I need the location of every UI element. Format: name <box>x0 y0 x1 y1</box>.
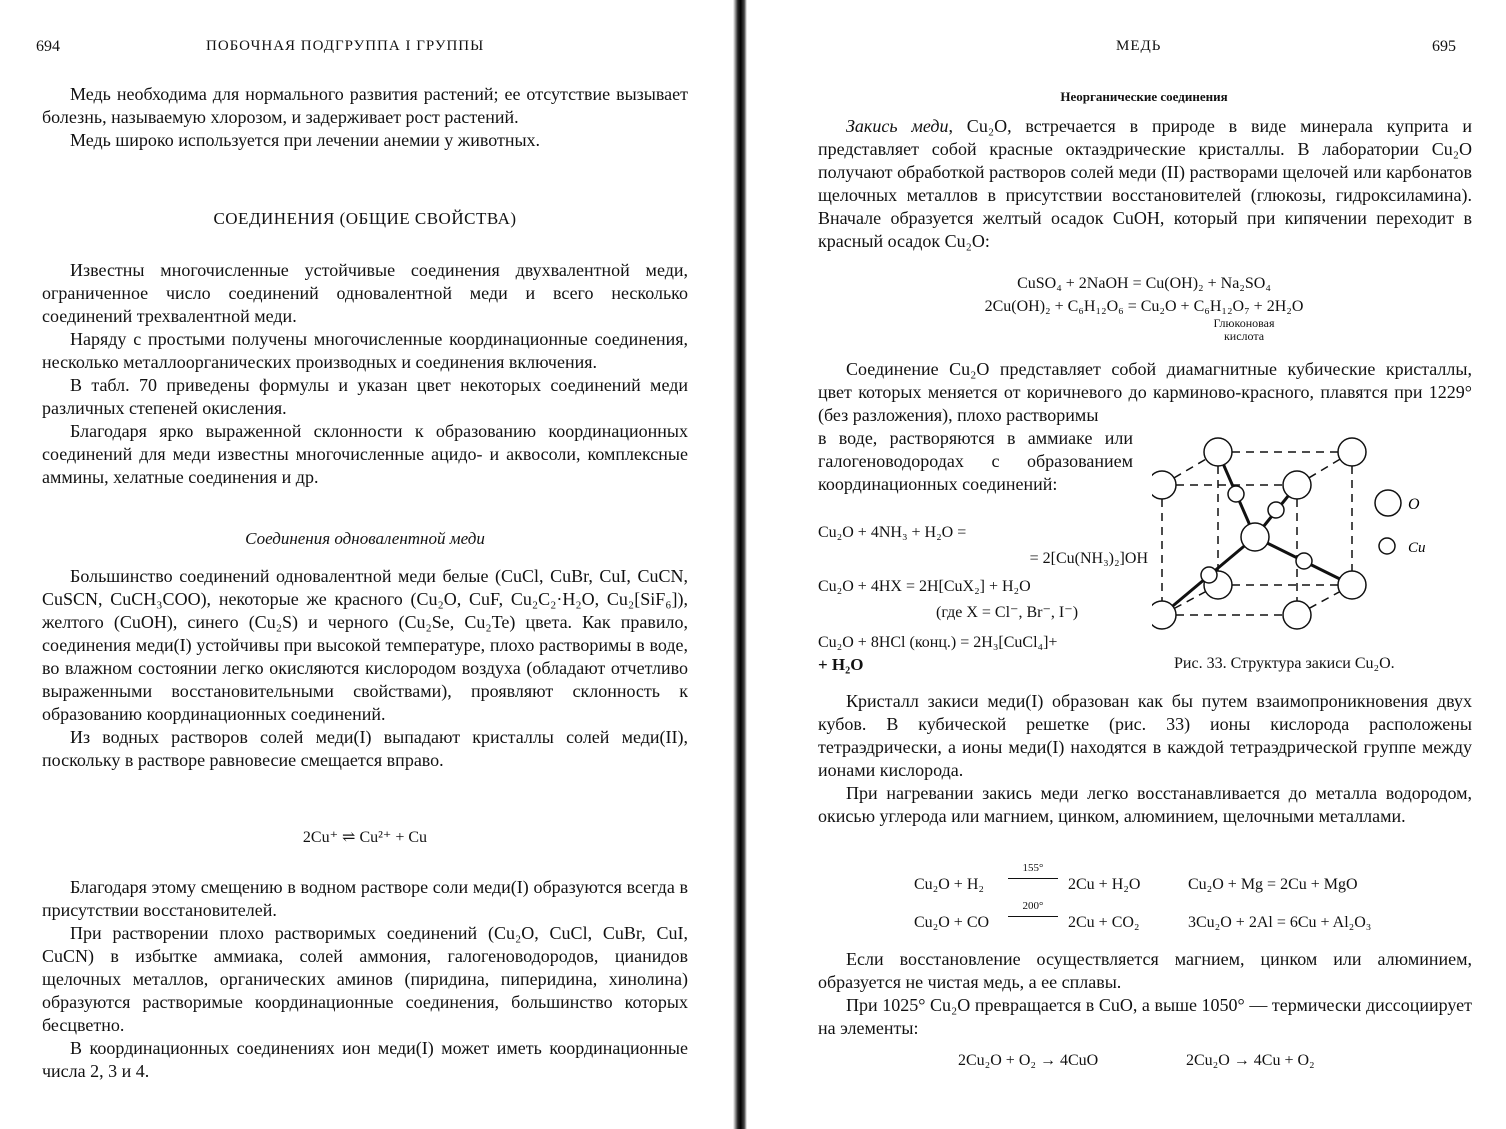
reaction-left: Cu₂O + H₂ <box>914 876 984 893</box>
equation: Cu₂O + 8HCl (конц.) = 2H₃[CuCl₄]+ <box>818 634 1058 651</box>
right-side-equations <box>818 522 1148 676</box>
paragraph: Наряду с простыми получены многочисленные координационные соединения, несколько металлоорганических производных и соединения включения. <box>42 329 688 372</box>
paragraph: Кристалл закиси меди(I) образован как бы путем взаимопроникновения двух кубов. В кубической решетке (рис. 33) ионы кислорода расположены тетраэдрически, а ионы меди(I) находятся в каждой тетраэдрической группе между ионами кислорода. <box>818 691 1472 780</box>
right-section-heading-block <box>818 85 1470 108</box>
equation: Cu₂O + 4NH₃ + H₂O = <box>818 524 967 541</box>
equation-note <box>1164 317 1324 343</box>
right-column-bottom <box>818 948 1472 1040</box>
legend-copper-symbol <box>1379 538 1395 554</box>
paragraph: Известны многочисленные устойчивые соединения двухвалентной меди, ограниченное число соединений одновалентной меди и всего несколько соединений трехвалентной меди. <box>42 260 688 326</box>
legend-oxygen-label: O <box>1408 496 1420 513</box>
right-column-middle <box>818 358 1472 427</box>
paragraph: Соединение Cu₂O представляет собой диамагнитные кубические кристаллы, цвет которых меняется от коричневого до карминово-красного, плавятся при 1229° (без разложения), плохо растворимы <box>818 359 1472 425</box>
paragraph: в воде, растворяются в аммиаке или галогеноводородах с образованием координационных соединений: <box>818 428 1133 494</box>
paragraph: Медь необходима для нормального развития растений; ее отсутствие вызывает болезнь, называемую хлорозом, и задерживает рост растений. <box>42 84 688 127</box>
reaction-condition: 155° <box>1022 862 1044 874</box>
paragraph-text: , Cu₂O, встречается в природе в виде минерала куприта и представляет собой красные октаэдрические кристаллы. В лаборатории Cu₂O получают обработкой растворов солей меди (II) растворами щелочей или карбонатов щелочных металлов в присутствии восстановителей (глюкозы, гидроксиламина). Вначале образуется желтый осадок CuOH, который при кипячении переходит в красный осадок Cu₂O: <box>818 116 1472 251</box>
subsection-title: Соединения одновалентной меди <box>245 529 485 548</box>
legend-copper-label: Cu <box>1408 540 1426 556</box>
reaction-arrow <box>1008 862 1058 879</box>
note-line: кислота <box>1223 329 1265 343</box>
reaction-equation: 3Cu₂O + 2Al = 6Cu + Al₂O₃ <box>1188 914 1372 931</box>
equation: 2Cu⁺ ⇌ Cu²⁺ + Cu <box>302 829 428 846</box>
left-column-lower <box>42 565 688 772</box>
paragraph: Большинство соединений одновалентной меди белые (CuCl, CuBr, CuI, CuCN, CuSCN, CuCH₃COO), некоторые же красного (Cu₂O, CuF, Cu₂C₂·H₂O, Cu₂[SiF₆]), желтого (CuOH), синего (Cu₂S) и черного (Cu₂Se, Cu₂Te) цвета. Как правило, соединения меди(I) устойчивы при высокой температуре, плохо растворимы в воде, во влажном состоянии легко окисляются кислородом воздуха (обладают отчетливо выраженными восстановительными свойствами), проявляют склонность к образованию координационных соединений. <box>42 566 688 724</box>
paragraph: Если восстановление осуществляется магнием, цинком или алюминием, образуется не чистая медь, а ее сплавы. <box>818 949 1472 992</box>
oxygen-atom <box>1152 471 1176 499</box>
legend-oxygen-symbol <box>1375 490 1401 516</box>
note-line: Глюконовая <box>1213 316 1275 330</box>
paragraph: Медь широко используется при лечении анемии у животных. <box>70 130 541 150</box>
italic-term: Закись меди <box>846 116 949 136</box>
equation: 2Cu(OH)₂ + C₆H₁₂O₆ = Cu₂O + C₆H₁₂O₇ + 2H₂O <box>984 298 1304 315</box>
oxygen-atom <box>1338 571 1366 599</box>
oxygen-atom <box>1152 601 1176 629</box>
paragraph: При 1025° Cu₂O превращается в CuO, а выше 1050° — термически диссоциирует на элементы: <box>818 995 1472 1038</box>
reaction-condition: 200° <box>1022 900 1044 912</box>
arrow-line <box>1008 916 1058 917</box>
left-page <box>0 0 740 1129</box>
copper-atom <box>1268 502 1284 518</box>
paragraph <box>818 115 1472 253</box>
oxygen-atom <box>1241 523 1269 551</box>
left-subsection-heading-block <box>42 527 688 550</box>
final-equation: 2Cu₂O + O₂ → 4CuO <box>958 1052 1099 1069</box>
right-side-text <box>818 427 1133 496</box>
reaction-right: 2Cu + H₂O <box>1068 876 1141 893</box>
left-page-number: 694 <box>36 38 60 55</box>
right-equations-1 <box>818 272 1470 318</box>
figure-cu2o-structure <box>1152 430 1466 648</box>
reaction-row <box>914 862 1474 900</box>
book-spine <box>733 0 747 1129</box>
left-column-top <box>42 83 688 152</box>
arrow-line <box>1008 878 1058 879</box>
reaction-arrow <box>1008 900 1058 917</box>
oxygen-atom <box>1283 471 1311 499</box>
equation: CuSO₄ + 2NaOH = Cu(OH)₂ + Na₂SO₄ <box>1017 275 1271 292</box>
paragraph: В координационных соединениях ион меди(I) может иметь координационные числа 2, 3 и 4. <box>42 1038 688 1081</box>
paragraph: В табл. 70 приведены формулы и указан цвет некоторых соединений меди различных степеней окисления. <box>42 375 688 418</box>
final-equation: 2Cu₂O → 4Cu + O₂ <box>1186 1052 1315 1069</box>
left-column-middle <box>42 259 688 489</box>
oxygen-atom <box>1283 601 1311 629</box>
left-equation-block <box>42 826 688 849</box>
paragraph: Благодаря ярко выраженной склонности к образованию координационных соединений для меди известны многочисленные ацидо- и аквосоли, комплексные аммины, хелатные соединения и др. <box>42 421 688 487</box>
copper-atom <box>1228 486 1244 502</box>
reaction-right: 2Cu + CO₂ <box>1068 914 1140 931</box>
right-page <box>764 0 1506 1129</box>
left-column-bottom <box>42 876 688 1083</box>
left-running-head: ПОБОЧНАЯ ПОДГРУППА I ГРУППЫ <box>206 38 485 54</box>
reaction-row <box>914 900 1474 938</box>
equation: = 2[Cu(NH₃)₂]OH <box>1029 550 1148 567</box>
right-page-number: 695 <box>1432 38 1456 55</box>
copper-atom <box>1296 553 1312 569</box>
right-column-lower <box>818 690 1472 828</box>
equation: + H₂O <box>818 655 864 674</box>
right-column-top <box>818 115 1472 253</box>
reaction-equation: Cu₂O + Mg = 2Cu + MgO <box>1188 876 1358 893</box>
equation: Cu₂O + 4HX = 2H[CuX₂] + H₂O <box>818 578 1031 595</box>
equation-note: (где X = Cl⁻, Br⁻, I⁻) <box>936 604 1079 621</box>
reaction-block <box>914 862 1474 938</box>
figure-caption: Рис. 33. Структура закиси Cu₂O. <box>1174 655 1395 672</box>
paragraph: При растворении плохо растворимых соединений (Cu₂O, CuCl, CuBr, CuI, CuCN) в избытке аммиака, солей аммония, галогеноводородов, цианидов щелочных металлов, органических аминов (пиридина, пиперидина, хинолина) образуются растворимые координационные соединения, большинство которых бесцветно. <box>42 923 688 1035</box>
right-running-head: МЕДЬ <box>1116 38 1162 54</box>
copper-atom <box>1201 567 1217 583</box>
left-section-heading-block <box>42 207 688 230</box>
oxygen-atom <box>1204 438 1232 466</box>
section-title: СОЕДИНЕНИЯ (ОБЩИЕ СВОЙСТВА) <box>213 209 517 228</box>
section-title: Неорганические соединения <box>1060 89 1228 104</box>
paragraph: При нагревании закись меди легко восстанавливается до металла водородом, окисью углерода или магнием, цинком, алюминием, щелочными металлами. <box>818 783 1472 826</box>
reaction-left: Cu₂O + CO <box>914 914 990 931</box>
paragraph: Благодаря этому смещению в водном растворе соли меди(I) образуются всегда в присутствии восстановителей. <box>42 877 688 920</box>
oxygen-atom <box>1338 438 1366 466</box>
paragraph: Из водных растворов солей меди(I) выпадают кристаллы солей меди(II), поскольку в растворе равновесие смещается вправо. <box>42 727 688 770</box>
